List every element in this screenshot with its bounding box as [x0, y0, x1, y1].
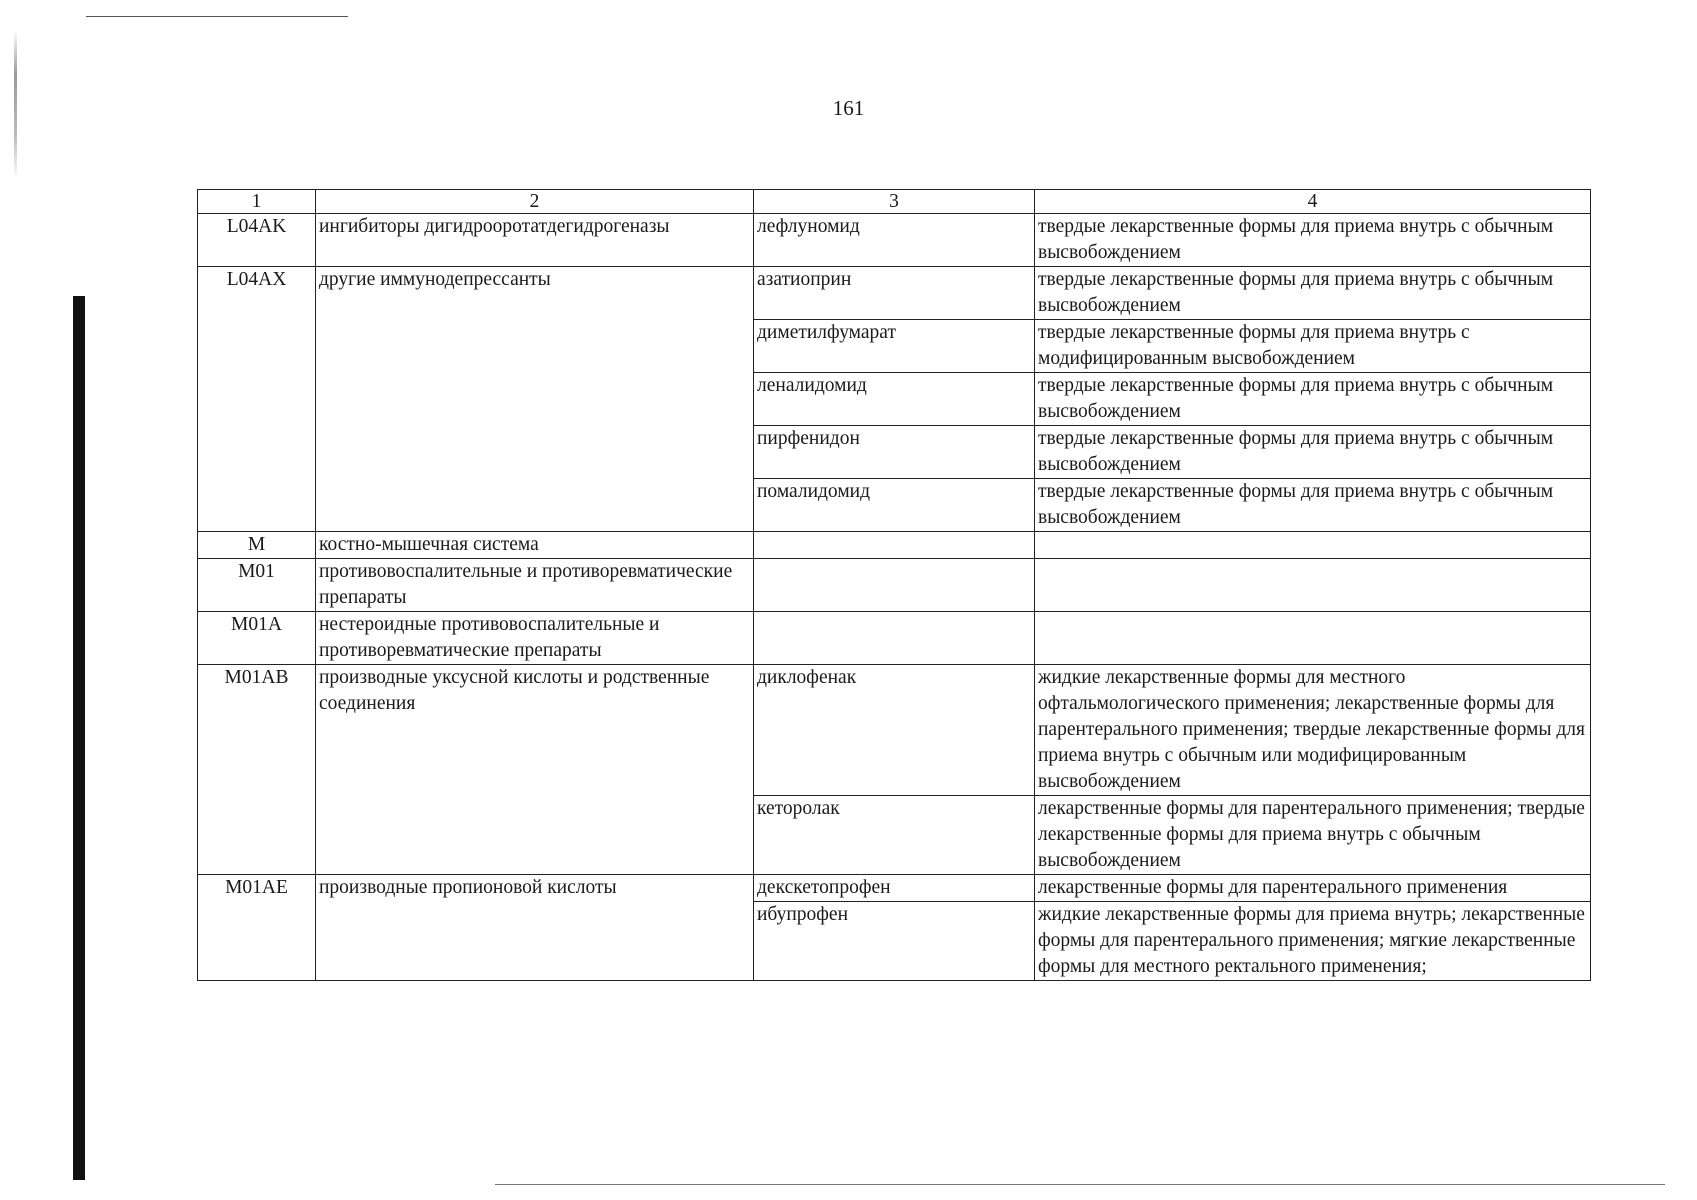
header-cell: 3: [754, 190, 1035, 214]
group-name-cell: противовоспалительные и противоревматические препараты: [316, 559, 754, 612]
drug-name-cell: помалидомид: [754, 479, 1035, 532]
dosage-forms-cell: твердые лекарственные формы для приема внутрь с обычным высвобождением: [1035, 479, 1591, 532]
group-name-cell: нестероидные противовоспалительные и противоревматические препараты: [316, 612, 754, 665]
dosage-forms-cell: жидкие лекарственные формы для местного офтальмологического применения; лекарственные формы для парентерального применения; твердые лекарственные формы для приема внутрь с обычным или модифицированным высвобождением: [1035, 665, 1591, 796]
drug-name-cell: пирфенидон: [754, 426, 1035, 479]
header-row: [198, 190, 1591, 214]
table-row: [198, 532, 1591, 559]
drug-name-cell: декскетопрофен: [754, 875, 1035, 902]
group-name-cell: костно-мышечная система: [316, 532, 754, 559]
group-name-cell: производные уксусной кислоты и родственные соединения: [316, 665, 754, 875]
scan-artifact: [495, 1184, 1665, 1185]
dosage-forms-cell: твердые лекарственные формы для приема внутрь с модифицированным высвобождением: [1035, 320, 1591, 373]
drug-name-cell: [754, 612, 1035, 665]
scan-artifact: [86, 16, 348, 17]
drug-name-cell: азатиоприн: [754, 267, 1035, 320]
table-row: [198, 559, 1591, 612]
group-name-cell: производные пропионовой кислоты: [316, 875, 754, 981]
atc-code-cell: M01AE: [198, 875, 316, 981]
table-row: [198, 267, 1591, 320]
table-row: [198, 214, 1591, 267]
atc-code-cell: M01AB: [198, 665, 316, 875]
atc-code-cell: M01: [198, 559, 316, 612]
dosage-forms-cell: лекарственные формы для парентерального применения: [1035, 875, 1591, 902]
drug-name-cell: [754, 559, 1035, 612]
group-name-cell: другие иммунодепрессанты: [316, 267, 754, 532]
drug-name-cell: диметилфумарат: [754, 320, 1035, 373]
dosage-forms-cell: [1035, 612, 1591, 665]
table-row: [198, 612, 1591, 665]
table-body: [198, 214, 1591, 981]
dosage-forms-cell: [1035, 559, 1591, 612]
drug-name-cell: ибупрофен: [754, 902, 1035, 981]
atc-code-cell: L04AK: [198, 214, 316, 267]
table-row: [198, 875, 1591, 902]
dosage-forms-cell: [1035, 532, 1591, 559]
dosage-forms-cell: твердые лекарственные формы для приема внутрь с обычным высвобождением: [1035, 214, 1591, 267]
table-row: [198, 665, 1591, 796]
drug-name-cell: [754, 532, 1035, 559]
atc-code-cell: L04AX: [198, 267, 316, 532]
drug-name-cell: диклофенак: [754, 665, 1035, 796]
group-name-cell: ингибиторы дигидрооротатдегидрогеназы: [316, 214, 754, 267]
atc-code-cell: M: [198, 532, 316, 559]
dosage-forms-cell: твердые лекарственные формы для приема внутрь с обычным высвобождением: [1035, 267, 1591, 320]
dosage-forms-cell: жидкие лекарственные формы для приема внутрь; лекарственные формы для парентерального применения; мягкие лекарственные формы для местного ректального применения;: [1035, 902, 1591, 981]
header-cell: 1: [198, 190, 316, 214]
drug-name-cell: кеторолак: [754, 796, 1035, 875]
page-number: 161: [832, 96, 865, 120]
atc-code-cell: M01A: [198, 612, 316, 665]
drug-name-cell: лефлуномид: [754, 214, 1035, 267]
drug-table: [197, 189, 1591, 981]
drug-name-cell: леналидомид: [754, 373, 1035, 426]
binding-edge: [73, 296, 85, 1180]
dosage-forms-cell: твердые лекарственные формы для приема внутрь с обычным высвобождением: [1035, 373, 1591, 426]
dosage-forms-cell: твердые лекарственные формы для приема внутрь с обычным высвобождением: [1035, 426, 1591, 479]
header-cell: 4: [1035, 190, 1591, 214]
header-cell: 2: [316, 190, 754, 214]
dosage-forms-cell: лекарственные формы для парентерального применения; твердые лекарственные формы для приема внутрь с обычным высвобождением: [1035, 796, 1591, 875]
